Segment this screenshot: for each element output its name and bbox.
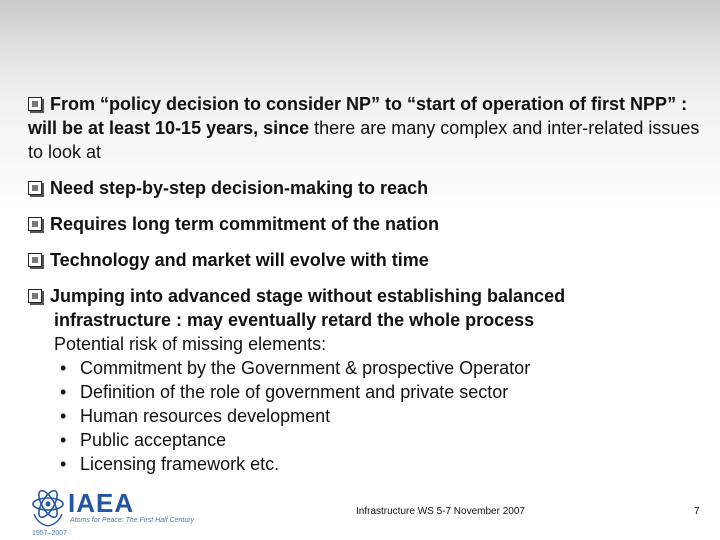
bullet-5-text: Jumping into advanced stage without establishing balanced: [50, 286, 566, 306]
footer-event: Infrastructure WS 5-7 November 2007: [356, 506, 525, 517]
sub-item-text: Human resources development: [80, 406, 331, 426]
sub-item: • Licensing framework etc.: [60, 454, 280, 474]
sub-item: • Commitment by the Government & prospective Operator: [60, 358, 531, 378]
iaea-atom-icon: [30, 484, 66, 528]
bullet-2-text: Need step-by-step decision-making to reach: [50, 178, 429, 198]
sub-item: • Definition of the role of government and private sector: [60, 382, 509, 402]
square-bullet-icon: [28, 217, 42, 231]
bullet-1-regular: there are many complex and inter-related issues to look at: [28, 118, 700, 162]
bullet-4-text: Technology and market will evolve with time: [50, 250, 429, 270]
square-bullet-icon: [28, 253, 42, 267]
bullet-4: [28, 248, 708, 272]
bullet-3: [28, 212, 708, 236]
page-number: 7: [694, 506, 700, 517]
bullet-list: [28, 92, 708, 488]
sub-item: • Public acceptance: [60, 430, 227, 450]
iaea-logo-text: IAEA: [68, 488, 135, 518]
sub-item-text: Licensing framework etc.: [80, 454, 280, 474]
bullet-5-continuation: infrastructure : may eventually retard the whole process: [54, 310, 535, 330]
bullet-3-text: Requires long term commitment of the nation: [50, 214, 440, 234]
iaea-logo-years: 1957–2007: [32, 530, 68, 537]
sub-list: [28, 356, 708, 476]
sub-item: • Human resources development: [60, 406, 331, 426]
sub-item-text: Definition of the role of government and private sector: [80, 382, 509, 402]
iaea-logo-tagline: Atoms for Peace: The First Half Century: [70, 517, 195, 524]
sub-item-text: Commitment by the Government & prospective Operator: [80, 358, 531, 378]
bullet-2: [28, 176, 708, 200]
iaea-logo: [30, 484, 230, 540]
sub-item-text: Public acceptance: [80, 430, 227, 450]
bullet-1-bold: From “policy decision to consider NP” to “start of operation of first NPP” : will be at least 10-15 years, since: [28, 94, 688, 138]
square-bullet-icon: [28, 289, 42, 303]
bullet-5-note: Potential risk of missing elements:: [54, 334, 327, 354]
square-bullet-icon: [28, 97, 42, 111]
bullet-5: [28, 284, 708, 476]
square-bullet-icon: [28, 181, 42, 195]
bullet-1: [28, 92, 708, 164]
